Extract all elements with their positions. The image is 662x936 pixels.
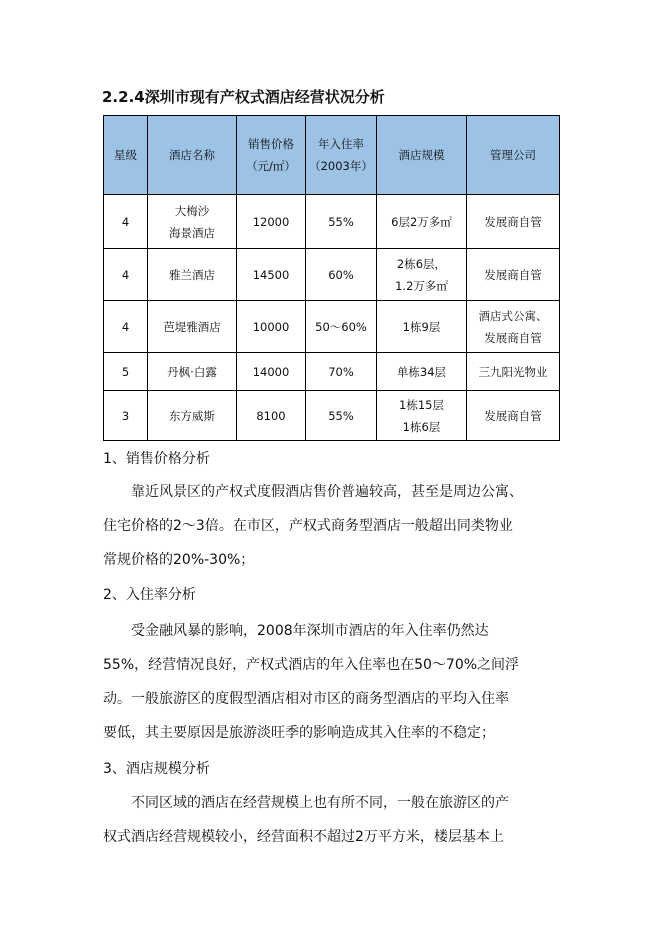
cell-text: 东方威斯 <box>169 408 215 423</box>
cell-price: 12000 <box>237 195 306 249</box>
cell-text: 1.2万多㎡ <box>395 278 448 293</box>
header-cell-price <box>237 116 306 195</box>
cell-text: 6层2万多㎡ <box>391 214 452 229</box>
header-text: 酒店名称 <box>169 148 215 162</box>
header-text: 管理公司 <box>490 148 536 162</box>
cell-star: 4 <box>104 195 148 249</box>
cell-text: 发展商自管 <box>484 267 542 282</box>
cell-scale <box>377 249 467 301</box>
cell-text: 大梅沙 <box>174 203 210 218</box>
header-cell-scale <box>377 116 467 195</box>
cell-text: 发展商自管 <box>484 330 542 345</box>
paragraph-line: 动。一般旅游区的度假型酒店相对市区的商务型酒店的平均入住率 <box>103 691 509 707</box>
cell-name <box>148 249 237 301</box>
paragraph-line: 住宅价格的2～3倍。在市区，产权式商务型酒店一般超出同类物业 <box>103 518 513 534</box>
cell-text: 1栋15层 <box>399 397 444 412</box>
cell-text: 2栋6层， <box>396 256 447 271</box>
cell-occupancy: 50～60% <box>306 301 377 353</box>
cell-text: 酒店式公寓、 <box>478 308 548 323</box>
table-row <box>104 195 560 249</box>
cell-text: 单栋34层 <box>396 364 447 379</box>
paragraph-scale <box>103 786 563 854</box>
cell-star: 4 <box>104 249 148 301</box>
header-text: 星级 <box>114 148 137 162</box>
section-heading-occupancy: 2、入住率分析 <box>103 587 196 603</box>
cell-occupancy: 70% <box>306 353 377 391</box>
paragraph-occupancy <box>103 614 563 750</box>
cell-text: 雅兰酒店 <box>169 267 215 282</box>
cell-text: 发展商自管 <box>484 214 542 229</box>
paragraph-line: 要低，其主要原因是旅游淡旺季的影响造成其入住率的不稳定； <box>103 725 495 741</box>
cell-text: 丹枫·白露 <box>167 364 217 379</box>
table-body <box>104 195 560 441</box>
table-header <box>104 116 560 195</box>
paragraph-line: 55%，经营情况良好，产权式酒店的年入住率也在50～70%之间浮 <box>103 657 520 673</box>
cell-occupancy: 55% <box>306 195 377 249</box>
cell-text: 三九阳光物业 <box>478 364 548 379</box>
cell-text: 发展商自管 <box>484 408 542 423</box>
cell-scale <box>377 195 467 249</box>
cell-text: 芭堤雅酒店 <box>163 319 221 334</box>
paragraph-line: 靠近风景区的产权式度假酒店售价普遍较高，甚至是周边公寓、 <box>131 484 523 500</box>
cell-scale <box>377 391 467 441</box>
cell-management <box>467 249 560 301</box>
section-heading-price: 1、销售价格分析 <box>103 451 210 467</box>
table-row <box>104 353 560 391</box>
cell-management <box>467 391 560 441</box>
paragraph-line: 权式酒店经营规模较小，经营面积不超过2万平方米，楼层基本上 <box>103 829 504 845</box>
section-title: 2.2.4深圳市现有产权式酒店经营状况分析 <box>102 88 385 106</box>
cell-management <box>467 301 560 353</box>
header-text: 销售价格 <box>248 137 294 151</box>
header-cell-star <box>104 116 148 195</box>
cell-price: 8100 <box>237 391 306 441</box>
cell-management <box>467 195 560 249</box>
cell-name <box>148 301 237 353</box>
paragraph-price <box>103 475 563 577</box>
cell-text: 1栋6层 <box>402 419 441 434</box>
header-cell-name <box>148 116 237 195</box>
cell-scale <box>377 301 467 353</box>
cell-price: 14000 <box>237 353 306 391</box>
table-row <box>104 391 560 441</box>
header-cell-occupancy <box>306 116 377 195</box>
cell-scale <box>377 353 467 391</box>
cell-name <box>148 195 237 249</box>
cell-text: 海景酒店 <box>169 225 215 240</box>
cell-management <box>467 353 560 391</box>
paragraph-line: 常规价格的20%-30%； <box>103 552 255 568</box>
cell-name <box>148 391 237 441</box>
header-cell-management <box>467 116 560 195</box>
header-text: 酒店规模 <box>398 148 445 162</box>
cell-text: 1栋9层 <box>402 319 441 334</box>
table-row <box>104 249 560 301</box>
section-heading-scale: 3、酒店规模分析 <box>103 761 210 777</box>
cell-star: 3 <box>104 391 148 441</box>
table-header-row <box>104 116 560 195</box>
cell-star: 5 <box>104 353 148 391</box>
table-row <box>104 301 560 353</box>
header-text: 年入住率 <box>318 137 364 151</box>
cell-star: 4 <box>104 301 148 353</box>
paragraph-line: 不同区域的酒店在经营规模上也有所不同，一般在旅游区的产 <box>131 795 509 811</box>
header-text: （2003年） <box>309 159 373 173</box>
cell-occupancy: 60% <box>306 249 377 301</box>
hotel-table <box>103 115 560 441</box>
cell-price: 10000 <box>237 301 306 353</box>
cell-occupancy: 55% <box>306 391 377 441</box>
cell-name <box>148 353 237 391</box>
header-text: （元/㎡） <box>246 159 296 173</box>
paragraph-line: 受金融风暴的影响，2008年深圳市酒店的年入住率仍然达 <box>131 623 489 639</box>
cell-price: 14500 <box>237 249 306 301</box>
